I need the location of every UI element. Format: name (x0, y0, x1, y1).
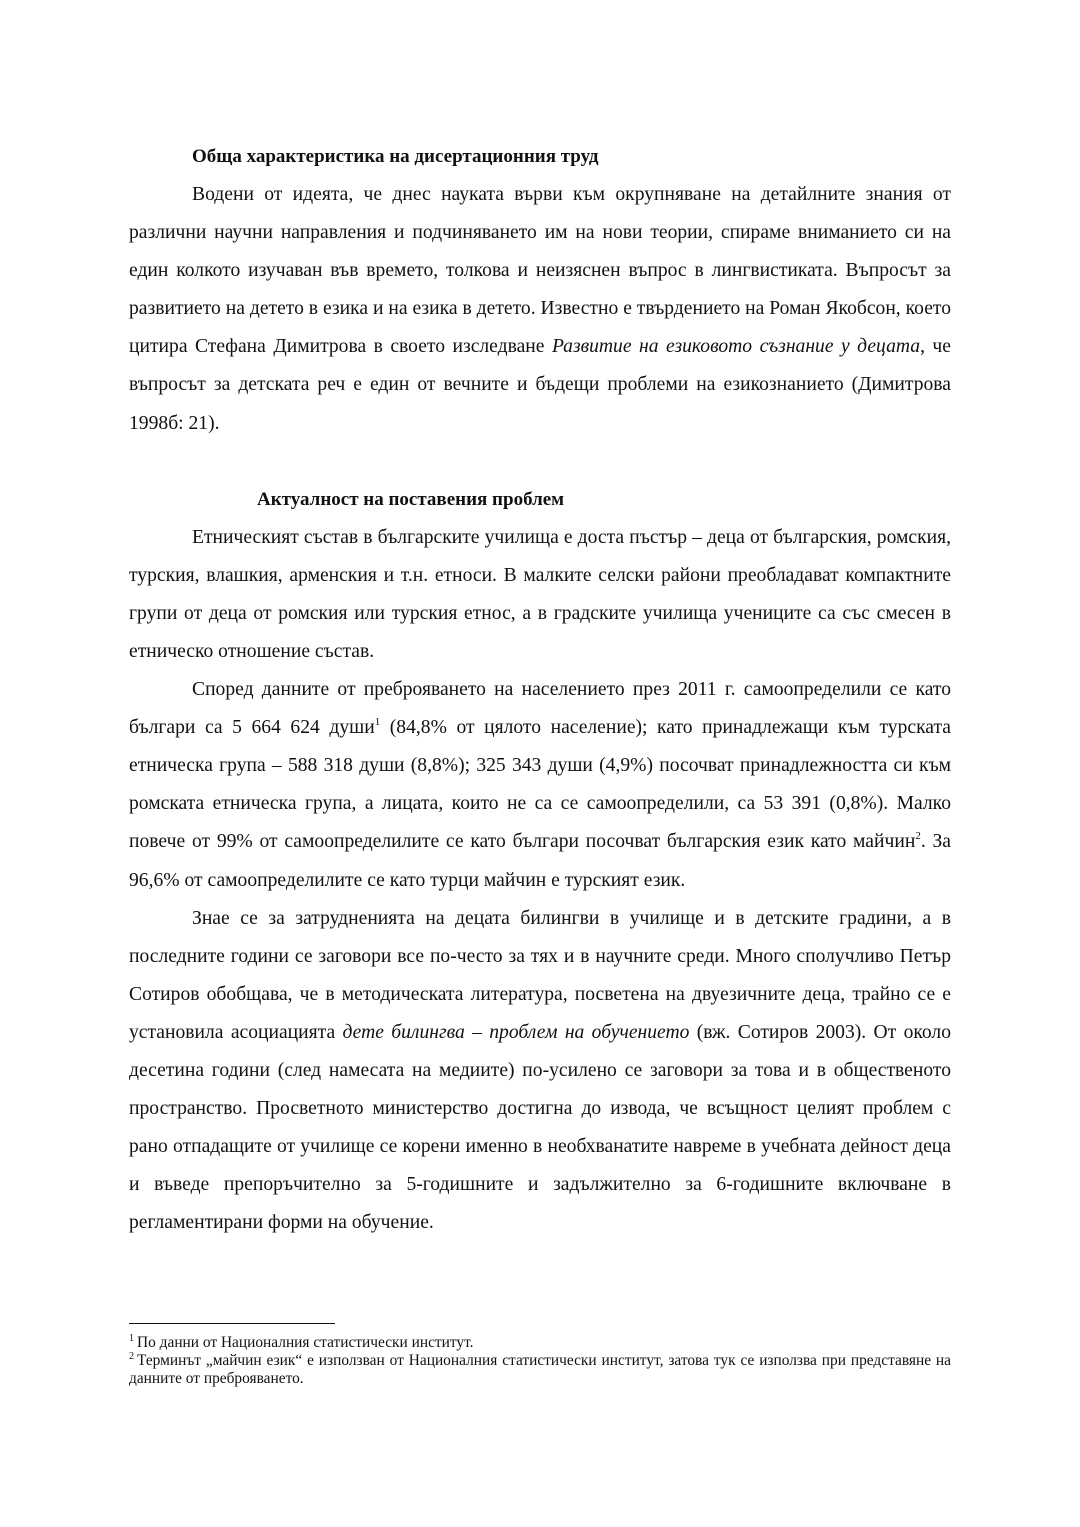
paragraph-census (129, 671, 951, 900)
footnote-separator (129, 1323, 335, 1324)
footnote-text: По данни от Националния статистически институт. (137, 1334, 474, 1351)
paragraph-text: (вж. Сотиров 2003). От около десетина години (след намесата на медиите) по-усилено се заговори за това и в общественото пространство. Просветното министерство достигна до извода, че всъщност целият проблем с рано отпадащите от училище се корени именно в необхванатите навреме в учебната дейност деца и въведе препоръчително за 5-годишните и задължително за 6-годишните включване в регламентирани форми на обучение. (129, 1021, 952, 1234)
paragraph-text: Знае се за затрудненията на децата билингви в училище и в детските градини, а в последните години се заговори все по-често за тях и в научните среди. Много сполучливо Петър Сотиров обобщава, че в методическата литература, посветена на двуезичните деца, трайно се е установила асоциацията (129, 907, 951, 1043)
paragraph-text: Според данните от преброяването на населението през 2011 г. самоопределили се като българи са 5 664 624 души (129, 679, 951, 739)
footnote-ref-2[interactable]: 2 (915, 830, 921, 843)
document-body (129, 138, 951, 1242)
footnote-text: Терминът „майчин език“ е използван от Националния статистически институт, затова тук се използва при представяне на данните от преброяването. (129, 1352, 951, 1387)
paragraph-text: (84,8% от цялото население); като принадлежащи към турската етническа група – 588 318 души (8,8%); 325 343 души (4,9%) посочват принадлежността си към ромската етническа група, а лицата, които не са се самоопределили, са 53 391 (0,8%). Малко повече от 99% от самоопределилите се като българи посочват българския език като майчин (129, 717, 951, 853)
footnote-number: 1 (129, 1333, 134, 1344)
italic-title: Развитие на езиковото съзнание у децата (551, 336, 921, 358)
footnote-2 (129, 1352, 951, 1388)
paragraph-intro (129, 176, 951, 443)
footnotes (129, 1334, 951, 1388)
paragraph-ethnic-composition: Етническият състав в българските училища е доста пъстър – деца от българския, ромския, турския, влашкия, арменския и т.н. етноси. В малките селски райони преобладават компактните групи от деца от ромския или турския етнос, а в градските училища учениците са със смесен в етническо отношение състав. (129, 526, 951, 662)
paragraph-text: Водени от идеята, че днес науката върви към окрупняване на детайлните знания от различни научни направления и подчиняването им на нови теории, спираме вниманието си на един колкото изучаван във времето, толкова и неизяснен въпрос в лингвистиката. Въпросът за развитието на детето в езика и на езика в детето. Известно е твърдението на Роман Якобсон, което цитира Стефана Димитрова в своето изследване (129, 184, 951, 358)
footnote-1 (129, 1334, 951, 1352)
footnote-number: 2 (129, 1351, 134, 1362)
section-heading-general: Обща характеристика на дисертационния труд (192, 146, 599, 167)
paragraph-text: , че въпросът за детската реч е един от вечните и бъдещи проблеми на езикознанието (Димитрова 1998б: 21). (129, 336, 951, 434)
paragraph-bilingual-children (129, 900, 951, 1243)
footnote-ref-1[interactable]: 1 (374, 716, 381, 729)
section-heading-relevance: Актуалност на поставения проблем (257, 488, 565, 510)
paragraph-text: . За 96,6% от самоопределилите се като турци майчин е турският език. (129, 831, 952, 891)
italic-phrase: дете билингва – проблем на обучението (342, 1021, 690, 1043)
